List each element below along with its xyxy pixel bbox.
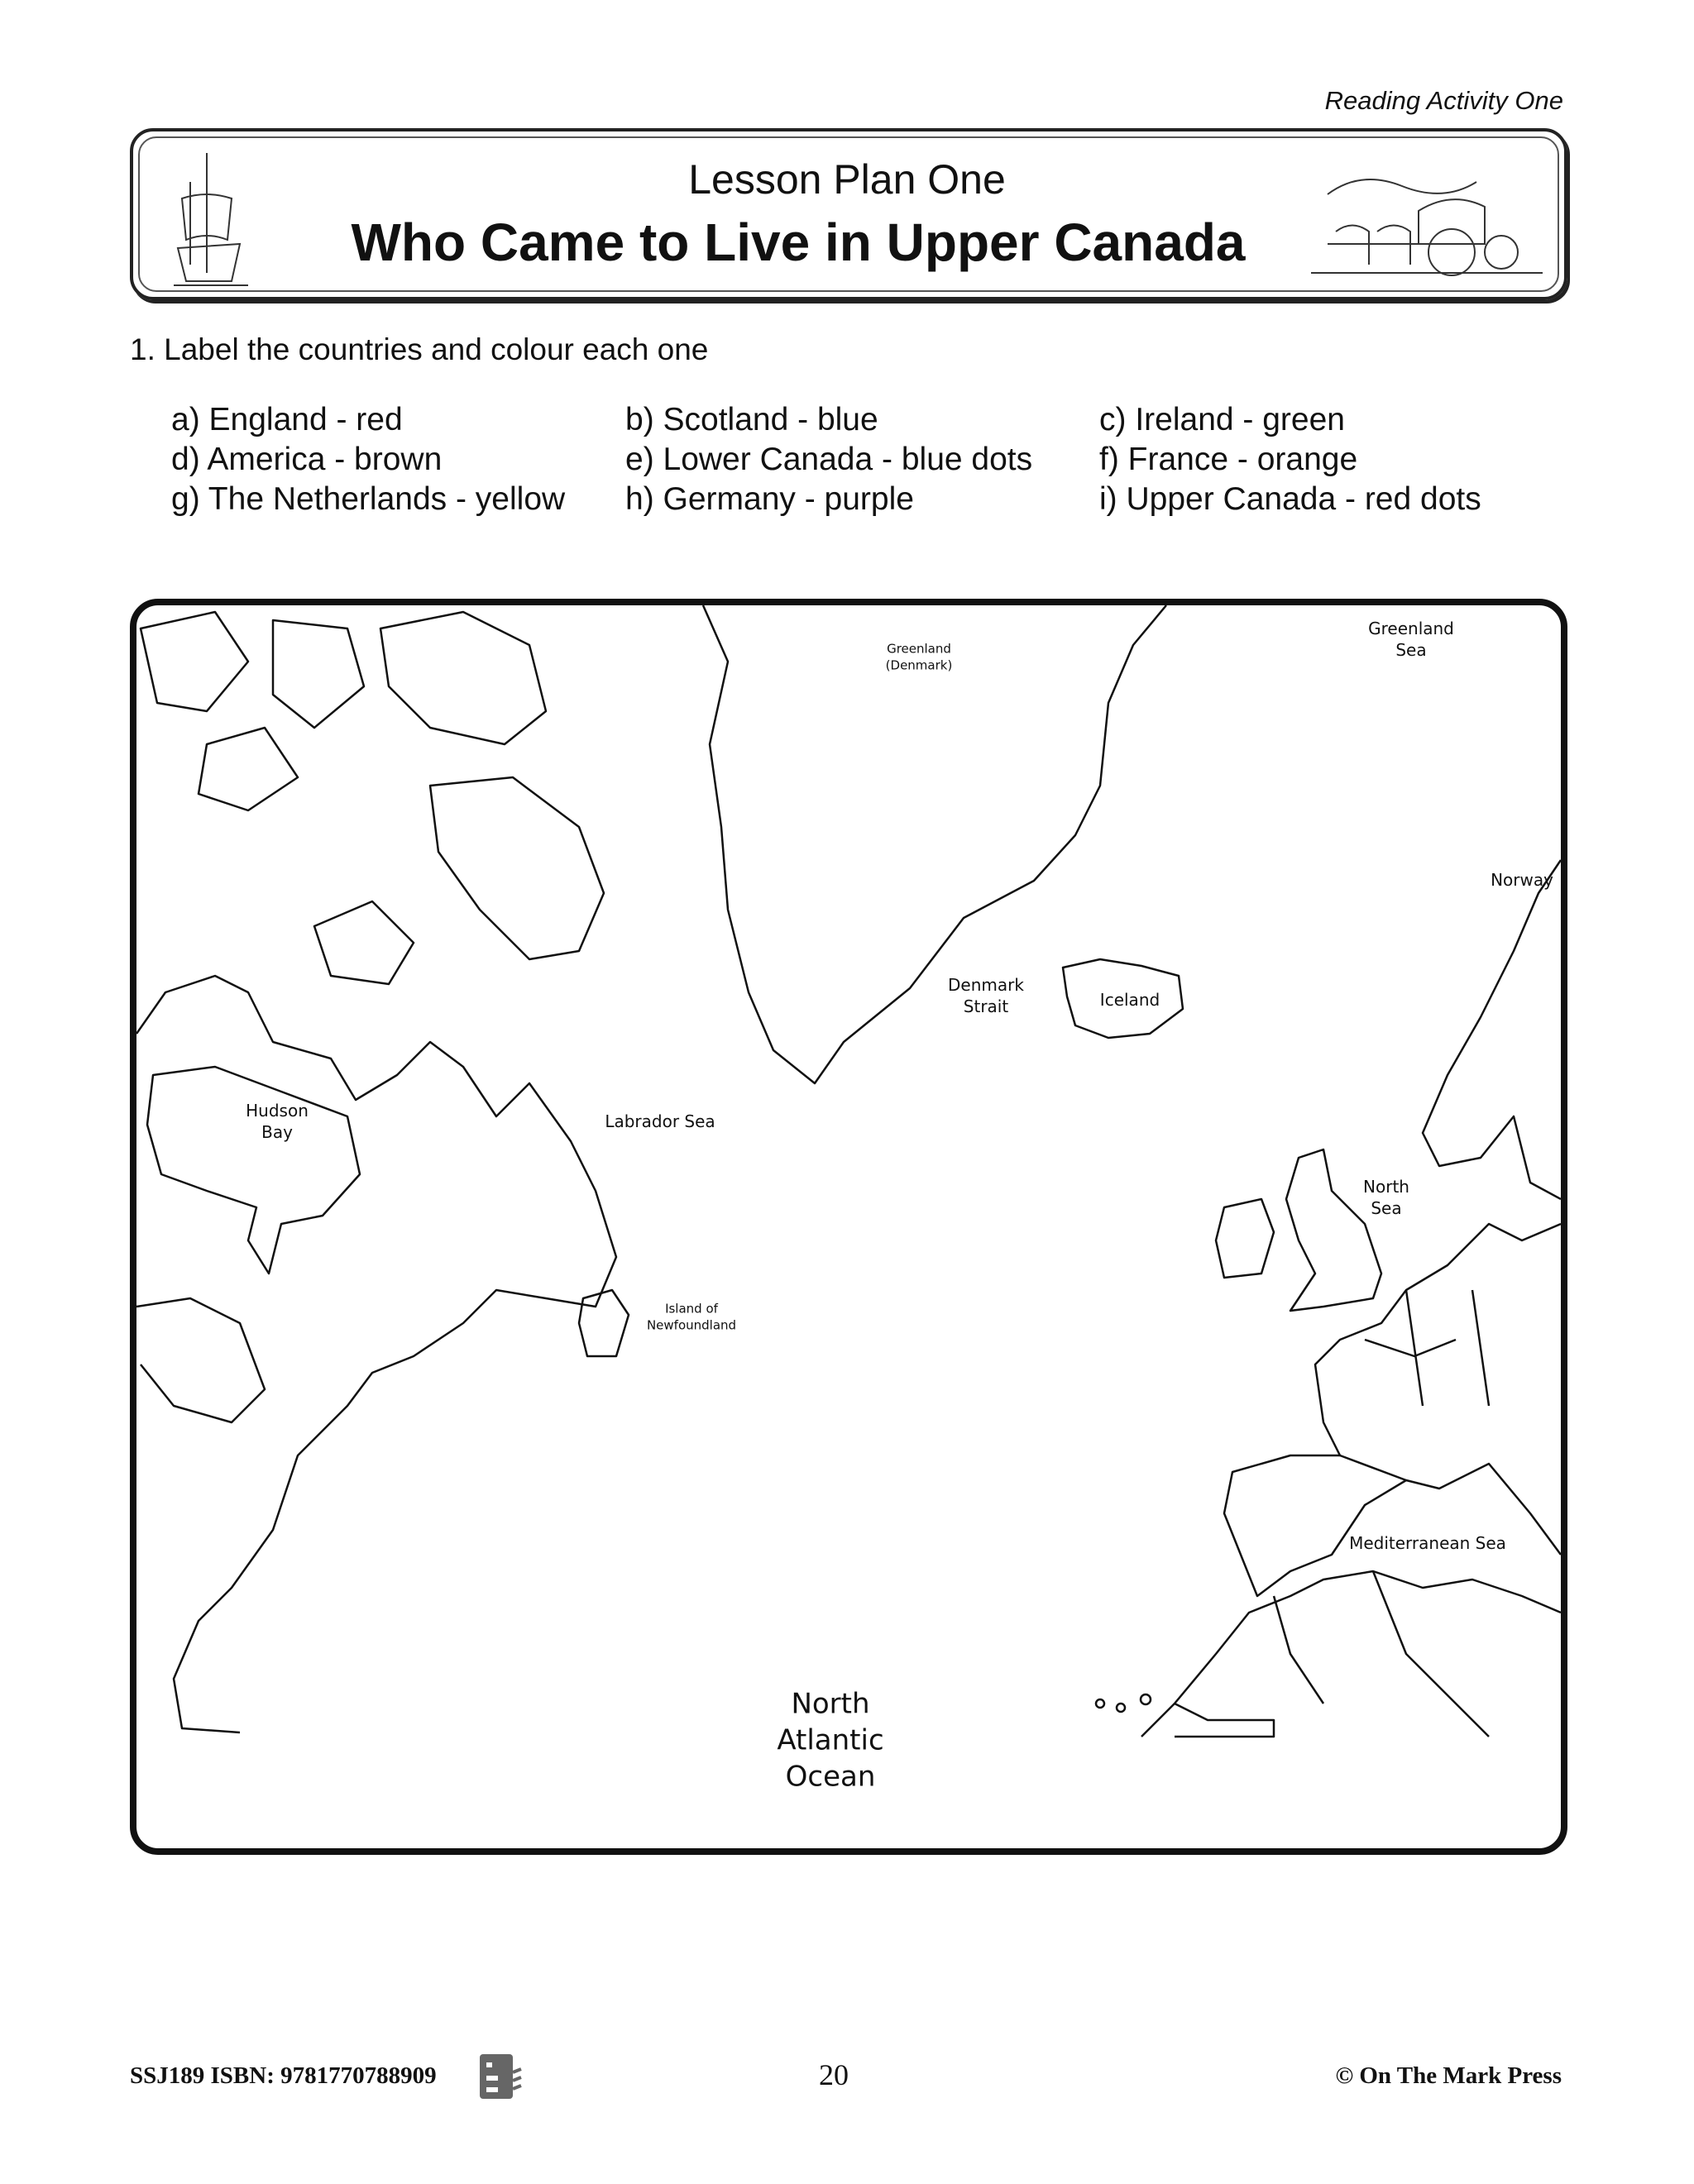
map-label-iceland: Iceland	[1099, 990, 1160, 1010]
map-label-atlantic: North Atlantic Ocean	[777, 1687, 884, 1795]
list-item: f) France - orange	[1099, 442, 1358, 477]
list-item: c) Ireland - green	[1099, 402, 1345, 437]
great-britain-outline	[1286, 1149, 1381, 1311]
norway-outline	[1423, 860, 1561, 1199]
running-header: Reading Activity One	[1324, 86, 1563, 115]
north-america-outline	[136, 976, 616, 1732]
map-label-labrador-sea: Labrador Sea	[605, 1111, 715, 1131]
map-label-norway: Norway	[1491, 870, 1553, 890]
map-label-greenland: Greenland (Denmark)	[885, 641, 953, 672]
map-label-hudson-bay: Hudson Bay	[246, 1101, 309, 1142]
greenland-outline	[703, 605, 1166, 1083]
map-label-newfoundland: Island of Newfoundland	[646, 1301, 737, 1332]
question-text: 1. Label the countries and colour each one	[130, 332, 709, 366]
page-number: 20	[819, 2058, 849, 2091]
map-frame	[130, 599, 1567, 1855]
ireland-outline	[1216, 1199, 1274, 1278]
lesson-subtitle: Lesson Plan One	[688, 156, 1006, 203]
list-item: e) Lower Canada - blue dots	[625, 442, 1033, 477]
outline-map	[136, 605, 1561, 1848]
map-label-greenland-sea: Greenland Sea	[1368, 619, 1454, 660]
map-label-mediterranean: Mediterranean Sea	[1349, 1533, 1506, 1553]
footer-isbn: SSJ189 ISBN: 9781770788909	[130, 2062, 437, 2089]
list-item: i) Upper Canada - red dots	[1099, 481, 1481, 517]
list-item: a) England - red	[171, 402, 403, 437]
map-label-north-sea: North Sea	[1363, 1177, 1409, 1218]
africa-outline	[1141, 1571, 1561, 1737]
list-item: b) Scotland - blue	[625, 402, 878, 437]
map-label-denmark-strait: Denmark Strait	[948, 975, 1024, 1016]
page-title: Who Came to Live in Upper Canada	[351, 213, 1246, 272]
list-item: h) Germany - purple	[625, 481, 914, 517]
filing-cabinet-icon	[478, 2053, 528, 2100]
footer-copyright: © On The Mark Press	[1335, 2062, 1562, 2089]
newfoundland-outline	[579, 1290, 629, 1356]
list-item: d) America - brown	[171, 442, 443, 477]
list-item: g) The Netherlands - yellow	[171, 481, 566, 517]
hudson-bay-outline	[147, 1067, 360, 1274]
